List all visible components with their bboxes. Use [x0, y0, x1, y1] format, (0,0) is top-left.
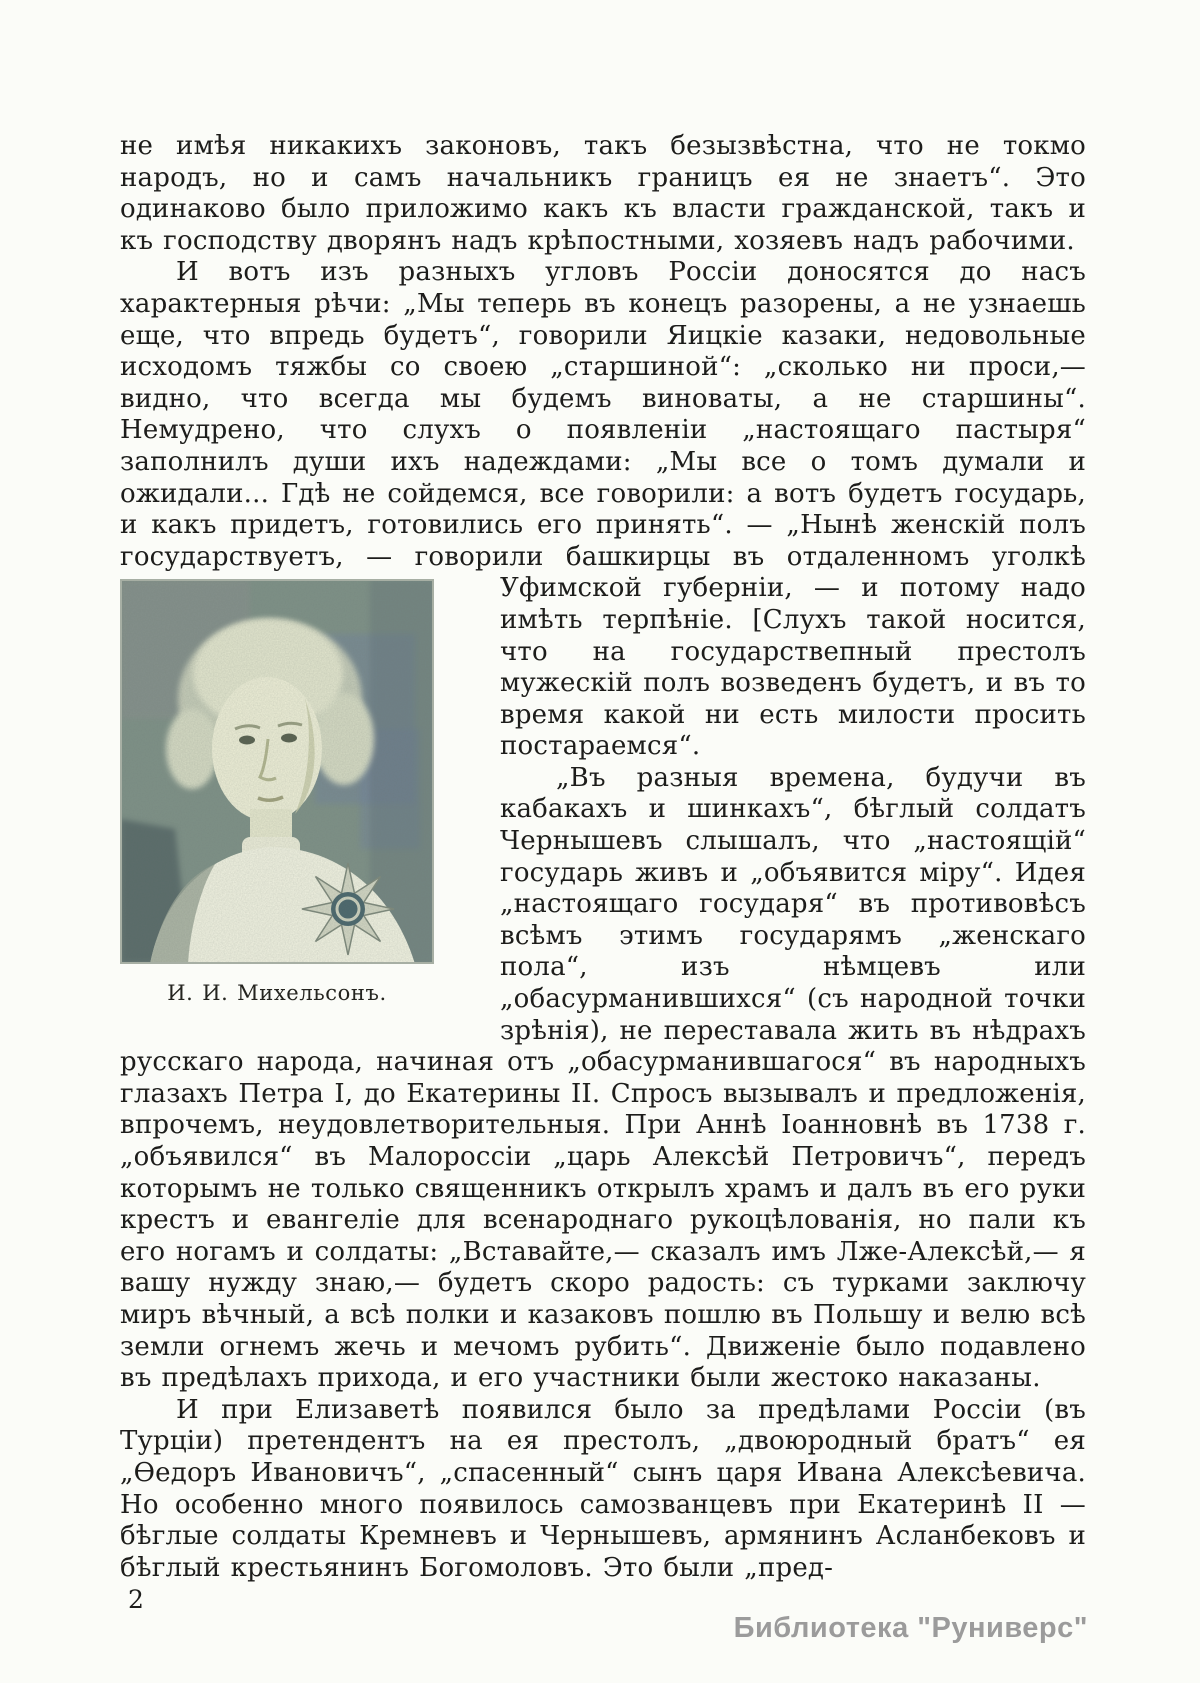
paragraph-2: [120, 257, 1086, 1006]
paragraph-4-text: И при Елизаветѣ появился было за предѣлами Россіи (въ Турціи) претендентъ на ея престолъ, „двоюродный братъ“ ея „Ѳедоръ Ивановичъ“, „спасенный“ сынъ царя Ивана Алексѣевича. Но особенно много появилось самозванцевъ при Екатеринѣ II — бѣглые солдаты Кремневъ и Чернышевъ, армянинъ Асланбековъ и бѣглый крестьянинъ Богомоловъ. Это были „пред-: [120, 1394, 1086, 1583]
text-column: [120, 131, 1086, 1616]
watermark: Библиотека "Руниверс": [733, 1612, 1088, 1644]
portrait-figure: [120, 579, 434, 1010]
paragraph-2-text-after-figure: имѣть терпѣніе. [Слухъ такой носится, что на государствепный престолъ мужескій полъ возведенъ будетъ, и въ то время какой ни есть милости просить постараемся“.: [500, 604, 1086, 762]
paragraph-1-text: не имѣя никакихъ законовъ, такъ безызвѣстна, что не токмо народъ, но и самъ начальникъ границъ ея не знаетъ“. Это одинаково было приложимо какъ къ власти гражданской, такъ и къ господству дворянъ надъ крѣпостными, хозяевъ надъ рабочими.: [120, 131, 1086, 256]
paragraph-2-text-before-figure: И вотъ изъ разныхъ угловъ Россіи доносятся до насъ характерныя рѣчи: „Мы теперь въ конецъ разорены, а не узнаешь еще, что впредь будетъ“, говорили Яицкіе казаки, недовольные исходомъ тяжбы со своею „старшиной“: „сколько ни проси,—видно, что всегда мы будемъ виноваты, а не старшины“. Немудрено, что слухъ о появленіи „настоящаго пастыря“ заполнилъ души ихъ надеждами: „Мы все о томъ думали и ожидали... Гдѣ не сойдемся, все говорили: а вотъ будетъ государь, и какъ придетъ, готовились его принять“. — „Нынѣ женскій полъ государствуетъ, — говорили башкирцы въ отдаленномъ уголкѣ Уфимской губерніи, — и потому надо: [120, 257, 1086, 604]
portrait-image: [120, 579, 434, 964]
paragraph-1: [120, 131, 1086, 257]
page-number: 2: [128, 1585, 145, 1615]
portrait-caption: И. И. Михельсонъ.: [167, 981, 387, 1006]
paragraph-3-text: „Въ разныя времена, будучи въ кабакахъ и шинкахъ“, бѣглый солдатъ Чернышевъ слышалъ, что „настоящій“ государь живъ и „объявится міру“. Идея „настоящаго государя“ въ противовѣсъ всѣмъ этимъ государямъ „женскаго пола“, изъ нѣмцевъ или „обасурманившихся“ (съ народной точки зрѣнія), не переставала жить въ нѣдрахъ русскаго народа, начиная отъ „обасурманившагося“ въ народныхъ глазахъ Петра I, до Екатерины II. Спросъ вызывалъ и предложенія, впрочемъ, неудовлетворительныя. При Аннѣ Іоанновнѣ въ 1738 г. „объявился“ въ Малороссіи „царь Алексѣй Петровичъ“, передъ которымъ не только священникъ открылъ храмъ и далъ въ его руки крестъ и евангеліе для всенароднаго рукоцѣлованія, но пали къ его ногамъ и солдаты: „Вставайте,— сказалъ имъ Лже-Алексѣй,— я вашу нужду знаю,— будетъ скоро радость: съ турками заключу миръ вѣчный, а всѣ полки и казаковъ пошлю въ Польшу и велю всѣ земли огнемъ жечь и мечомъ рубить“. Движеніе было подавлено въ предѣлахъ прихода, и его участники были жестоко наказаны.: [120, 762, 1086, 1394]
paragraph-4: [120, 1395, 1086, 1585]
